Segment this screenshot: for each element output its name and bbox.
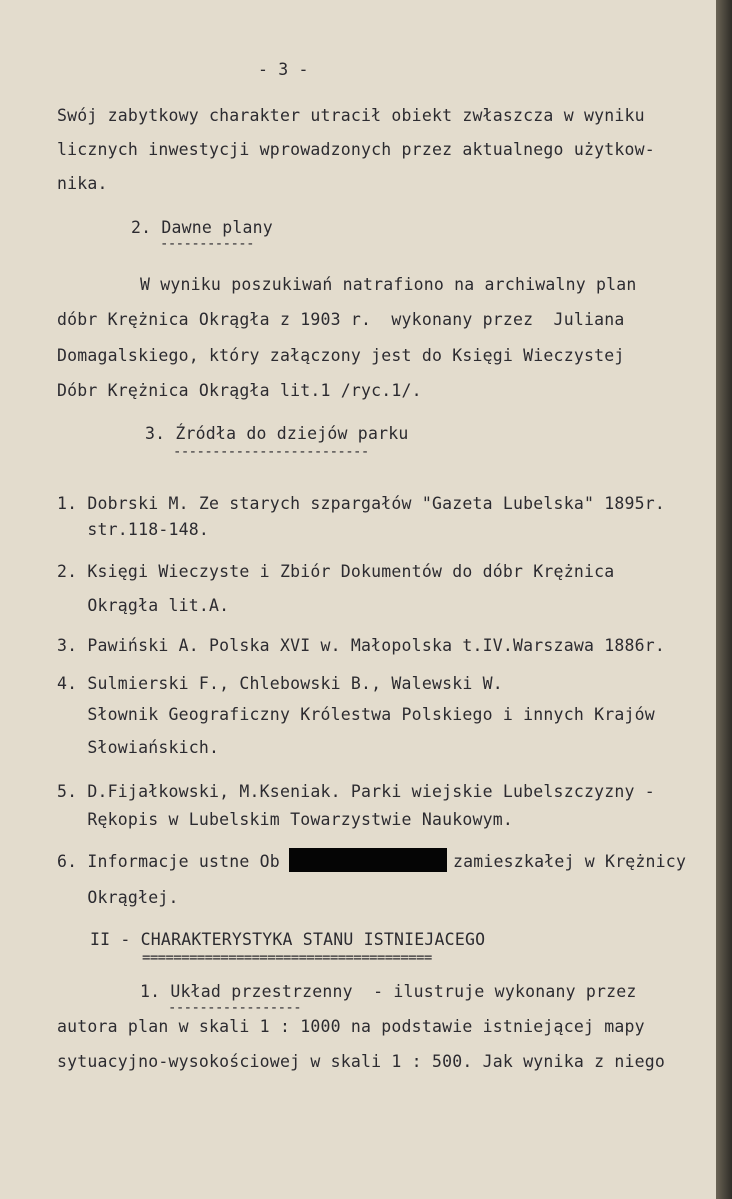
section-heading: 2. Dawne plany bbox=[131, 218, 273, 237]
source-item: zamieszkałej w Krężnicy bbox=[453, 852, 687, 871]
source-item: Słownik Geograficzny Królestwa Polskiego i innych Krajów bbox=[57, 705, 655, 724]
source-item: str.118-148. bbox=[57, 520, 210, 539]
paragraph-line: sytuacyjno-wysokościowej w skali 1 : 500. Jak wynika z niego bbox=[57, 1052, 666, 1071]
page-edge bbox=[716, 0, 732, 1199]
source-item: Okrągła lit.A. bbox=[57, 596, 230, 615]
source-item: Rękopis w Lubelskim Towarzystwie Naukowym. bbox=[57, 810, 514, 829]
heading-underline: ------------ bbox=[160, 236, 254, 252]
paragraph-line: Swój zabytkowy charakter utracił obiekt zwłaszcza w wyniku bbox=[57, 106, 645, 125]
source-item: 4. Sulmierski F., Chlebowski B., Walewski W. bbox=[57, 674, 503, 693]
source-item: Słowiańskich. bbox=[57, 738, 220, 757]
section-heading: 3. Źródła do dziejów parku bbox=[145, 424, 409, 443]
redaction-box bbox=[289, 848, 447, 872]
paragraph-line: nika. bbox=[57, 174, 108, 193]
source-item: 3. Pawiński A. Polska XVI w. Małopolska t.IV.Warszawa 1886r. bbox=[57, 636, 666, 655]
heading-underline: ===================================== bbox=[142, 950, 432, 966]
paragraph-line: dóbr Krężnica Okrągła z 1903 r. wykonany przez Juliana bbox=[57, 310, 625, 329]
paragraph-line: licznych inwestycji wprowadzonych przez aktualnego użytkow- bbox=[57, 140, 655, 159]
page-number: - 3 - bbox=[258, 60, 309, 79]
source-item: 2. Księgi Wieczyste i Zbiór Dokumentów do dóbr Krężnica bbox=[57, 562, 615, 581]
paragraph-line: Dóbr Krężnica Okrągła lit.1 /ryc.1/. bbox=[57, 381, 422, 400]
source-item: 1. Dobrski M. Ze starych szpargałów "Gazeta Lubelska" 1895r. bbox=[57, 494, 666, 513]
heading-underline: ----------------- bbox=[168, 1000, 302, 1016]
paragraph-line: Domagalskiego, który załączony jest do Księgi Wieczystej bbox=[57, 346, 625, 365]
chapter-heading: II - CHARAKTERYSTYKA STANU ISTNIEJACEGO bbox=[90, 930, 486, 949]
source-item: 5. D.Fijałkowski, M.Kseniak. Parki wiejskie Lubelszczyzny - bbox=[57, 782, 655, 801]
source-item: Okrągłej. bbox=[57, 888, 179, 907]
source-item: 6. Informacje ustne Ob bbox=[57, 852, 280, 871]
heading-underline: ------------------------- bbox=[173, 444, 369, 460]
paragraph-line: W wyniku poszukiwań natrafiono na archiwalny plan bbox=[140, 275, 637, 294]
paragraph-line: 1. Układ przestrzenny - ilustruje wykonany przez bbox=[140, 982, 637, 1001]
paragraph-line: autora plan w skali 1 : 1000 na podstawie istniejącej mapy bbox=[57, 1017, 645, 1036]
